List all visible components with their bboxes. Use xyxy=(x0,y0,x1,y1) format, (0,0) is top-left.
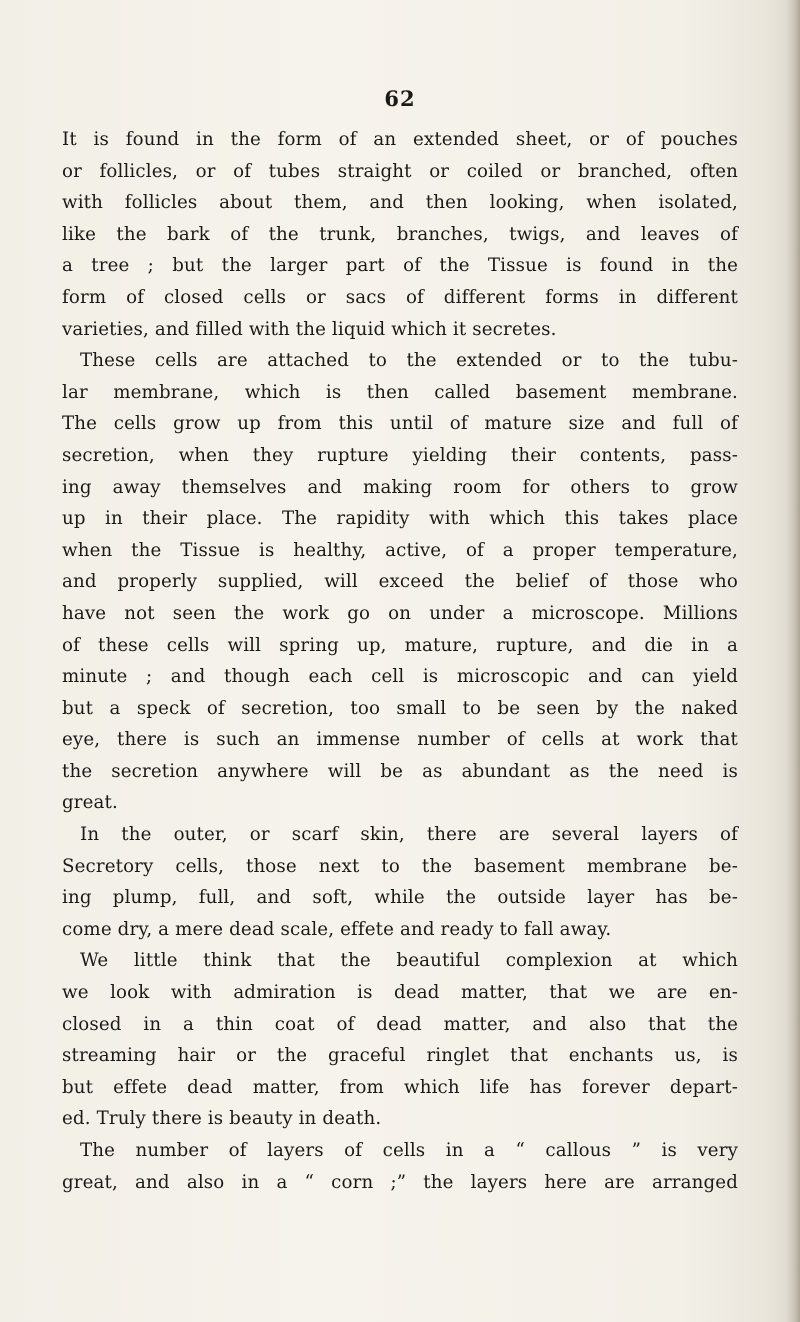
text-line: up in their place. The rapidity with which this takes place xyxy=(62,508,738,530)
text-line: ing away themselves and making room for others to grow xyxy=(62,476,738,498)
text-line: secretion, when they rupture yielding their contents, pass- xyxy=(62,444,738,466)
text-line: We little think that the beautiful complexion at which xyxy=(80,950,738,972)
text-line: but a speck of secretion, too small to be seen by the naked xyxy=(62,697,738,719)
text-line: In the outer, or scarf skin, there are several layers of xyxy=(80,824,738,846)
page-number: 62 xyxy=(384,86,416,111)
text-line: form of closed cells or sacs of different forms in different xyxy=(62,286,738,308)
text-line: minute ; and though each cell is microscopic and can yield xyxy=(62,666,738,688)
text-line: lar membrane, which is then called basement membrane. xyxy=(62,381,738,403)
body-text xyxy=(62,124,738,1198)
text-line: It is found in the form of an extended sheet, or of pouches xyxy=(62,129,738,150)
text-line: The number of layers of cells in a “ callous ” is very xyxy=(80,1140,738,1161)
text-line: great. xyxy=(62,792,118,814)
text-line: or follicles, or of tubes straight or coiled or branched, often xyxy=(62,160,738,182)
text-line: the secretion anywhere will be as abundant as the need is xyxy=(62,760,738,782)
text-line: great, and also in a “ corn ;” the layers here are arranged xyxy=(62,1171,738,1193)
text-line: with follicles about them, and then looking, when isolated, xyxy=(62,192,738,214)
text-line: and properly supplied, will exceed the belief of those who xyxy=(62,571,738,593)
text-line: we look with admiration is dead matter, that we are en- xyxy=(62,982,738,1004)
text-line: ed. Truly there is beauty in death. xyxy=(62,1108,382,1130)
text-line: come dry, a mere dead scale, effete and ready to fall away. xyxy=(62,918,612,940)
text-line: closed in a thin coat of dead matter, and also that the xyxy=(62,1013,738,1035)
text-line: when the Tissue is healthy, active, of a proper temperature, xyxy=(62,539,738,561)
text-line: eye, there is such an immense number of cells at work that xyxy=(62,729,738,751)
text-line: a tree ; but the larger part of the Tissue is found in the xyxy=(62,255,738,277)
text-line: like the bark of the trunk, branches, twigs, and leaves of xyxy=(62,223,738,245)
page-edge-shadow xyxy=(786,0,800,1322)
text-line: varieties, and filled with the liquid which it secretes. xyxy=(62,318,557,340)
text-line: ing plump, full, and soft, while the outside layer has be- xyxy=(62,887,738,909)
text-line: but effete dead matter, from which life has forever depart- xyxy=(62,1076,738,1098)
text-line: These cells are attached to the extended or to the tubu- xyxy=(80,350,738,372)
text-line: The cells grow up from this until of mature size and full of xyxy=(62,413,738,435)
text-line: streaming hair or the graceful ringlet that enchants us, is xyxy=(62,1045,738,1067)
text-line: Secretory cells, those next to the basement membrane be- xyxy=(62,855,738,877)
text-line: have not seen the work go on under a microscope. Millions xyxy=(62,602,738,624)
text-line: of these cells will spring up, mature, rupture, and die in a xyxy=(62,634,738,656)
